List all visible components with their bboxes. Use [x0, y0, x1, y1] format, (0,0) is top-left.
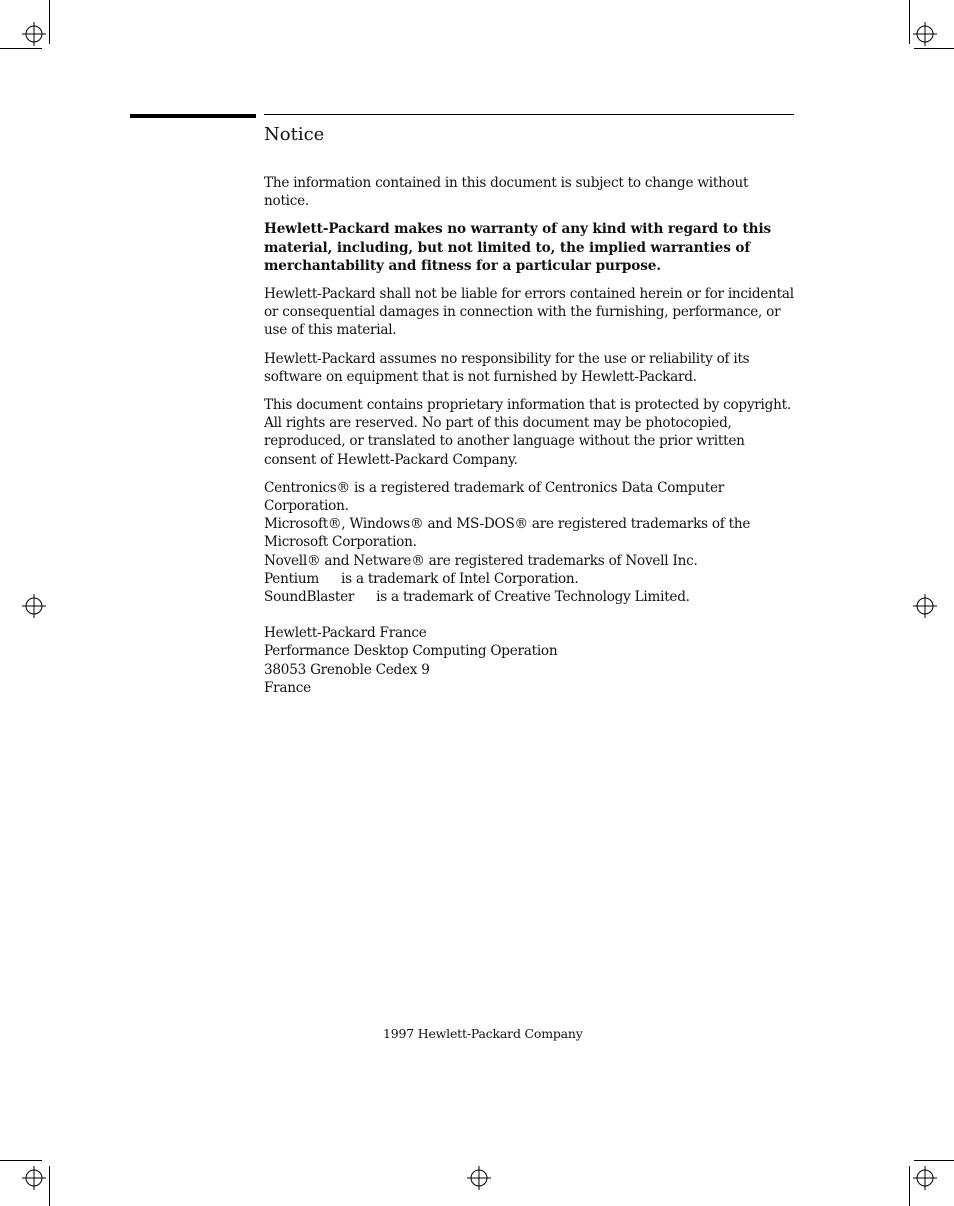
trademark-soundblaster-text: is a trademark of Creative Technology Limited. — [376, 589, 690, 606]
registration-mark-icon — [467, 1166, 491, 1190]
trademark-centronics: Centronics® is a registered trademark of Centronics Data Computer Corporation. — [264, 479, 725, 515]
trademark-soundblaster — [264, 588, 796, 606]
change-notice-paragraph: The information contained in this document is subject to change without notice. — [264, 175, 749, 210]
header-thin-rule — [264, 114, 794, 115]
trademark-pentium — [264, 570, 796, 588]
registration-mark-icon — [22, 1166, 46, 1190]
address-line-2: Performance Desktop Computing Operation — [264, 643, 558, 660]
crop-mark — [0, 1160, 42, 1161]
registration-mark-icon — [913, 22, 937, 46]
crop-mark — [909, 0, 910, 44]
copyright-footer: 1997 Hewlett-Packard Company — [383, 1026, 583, 1041]
registration-mark-icon — [22, 22, 46, 46]
warranty-disclaimer-paragraph: Hewlett-Packard makes no warranty of any kind with regard to this material, including, but not limited to, the implied warranties of merchantability and fitness for a particular purpose. — [264, 221, 772, 274]
responsibility-paragraph: Hewlett-Packard assumes no responsibility for the use or reliability of its software on equipment that is not furnished by Hewlett-Packard. — [264, 350, 750, 385]
liability-paragraph: Hewlett-Packard shall not be liable for errors contained herein or for incidental or consequential damages in connection with the furnishing, performance, or use of this material. — [264, 286, 794, 339]
registration-mark-icon — [22, 594, 46, 618]
copyright-paragraph: This document contains proprietary information that is protected by copyright. All rights are reserved. No part of this document may be photocopied, reproduced, or translated to another language without the prior written consent of Hewlett-Packard Company. — [264, 397, 791, 468]
crop-mark — [49, 1166, 50, 1206]
company-address — [264, 624, 796, 697]
crop-mark — [914, 1160, 954, 1161]
crop-mark — [914, 48, 954, 49]
page-title: Notice — [264, 124, 325, 145]
trademark-list — [264, 479, 796, 606]
trademark-pentium-name: Pentium — [264, 570, 320, 587]
trademark-novell: Novell® and Netware® are registered trademarks of Novell Inc. — [264, 552, 698, 569]
registration-mark-icon — [913, 594, 937, 618]
crop-mark — [909, 1166, 910, 1206]
crop-mark — [0, 48, 42, 49]
registration-mark-icon — [913, 1166, 937, 1190]
trademark-pentium-text: is a trademark of Intel Corporation. — [341, 570, 579, 587]
notice-body — [264, 174, 796, 697]
address-line-3: 38053 Grenoble Cedex 9 — [264, 661, 430, 678]
header-thick-rule — [130, 114, 256, 118]
address-line-4: France — [264, 679, 311, 696]
trademark-soundblaster-name: SoundBlaster — [264, 589, 355, 606]
crop-mark — [49, 0, 50, 44]
trademark-microsoft: Microsoft®, Windows® and MS-DOS® are registered trademarks of the Microsoft Corporation. — [264, 516, 751, 551]
address-line-1: Hewlett-Packard France — [264, 625, 427, 642]
